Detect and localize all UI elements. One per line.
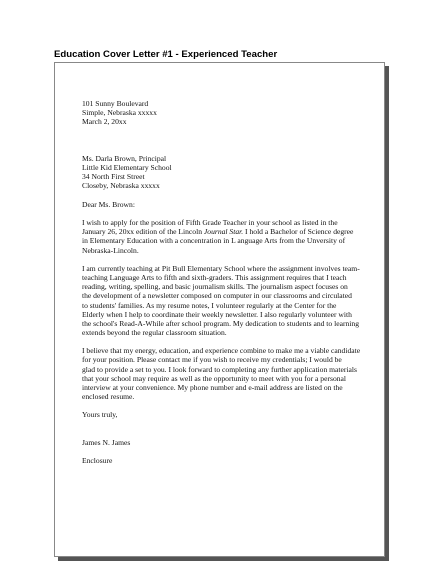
paragraph-line: Nebraska-Lincoln. bbox=[82, 245, 139, 255]
recipient-line: Ms. Darla Brown, Principal bbox=[82, 153, 167, 163]
document-title: Education Cover Letter #1 - Experienced Teacher bbox=[54, 49, 278, 60]
sender-line: March 2, 20xx bbox=[82, 117, 127, 127]
paragraph-line: enclosed resume. bbox=[82, 391, 135, 401]
paragraph-line: in Elementary Education with a concentration in L anguage Arts from the Unversity of bbox=[82, 236, 346, 246]
recipient-line: Little Kid Elementary School bbox=[82, 162, 172, 172]
paragraph-line: reading, writing, spelling, and basic journalism skills. The journalism aspect focuses on bbox=[82, 282, 348, 292]
text-run: January 26, 20xx edition of the Lincoln bbox=[82, 227, 204, 237]
paragraph-3 bbox=[82, 346, 382, 401]
paragraph-line: teaching Language Arts to fifth and sixth-graders. This assignment requires that I teach bbox=[82, 273, 347, 283]
paragraph-line: for your position. Please contact me if you wish to receive my credentials; I would be bbox=[82, 355, 342, 365]
paragraph-line: that your school may require as well as the opportunity to meet with you for a personal bbox=[82, 373, 347, 383]
letter-page bbox=[54, 62, 385, 557]
text-run: I hold a Bachelor of Science degree bbox=[243, 227, 354, 237]
paragraph-line bbox=[82, 227, 382, 236]
enclosure-note: Enclosure bbox=[82, 456, 113, 466]
sender-line: Simple, Nebraska xxxxx bbox=[82, 108, 157, 118]
paragraph-1 bbox=[82, 218, 382, 254]
paragraph-line: the school's Read-A-While after school program. My dedication to students and to learning bbox=[82, 318, 359, 328]
paragraph-line: I am currently teaching at Pit Bull Elementary School where the assignment involves team- bbox=[82, 264, 360, 274]
salutation: Dear Ms. Brown: bbox=[82, 199, 135, 209]
recipient-line: Closeby, Nebraska xxxxx bbox=[82, 181, 160, 191]
signature-name: James N. James bbox=[82, 437, 131, 447]
paragraph-line: to students' families. As my resume notes, I volunteer regularly at the Center for the bbox=[82, 300, 337, 310]
paragraph-line: I believe that my energy, education, and experience combine to make me a viable candidate bbox=[82, 346, 361, 356]
recipient-address bbox=[82, 154, 382, 190]
paragraph-line: I wish to apply for the position of Fifth Grade Teacher in your school as listed in the bbox=[82, 218, 338, 228]
paragraph-line: interview at your convenience. My phone number and e-mail address are listed on the bbox=[82, 382, 343, 392]
closing: Yours truly, bbox=[82, 410, 118, 420]
letter-body bbox=[82, 99, 382, 465]
paragraph-line: the development of a newsletter composed on computer in our classrooms and circulated bbox=[82, 291, 352, 301]
paragraph-2 bbox=[82, 264, 382, 337]
paragraph-line: Elderly when I help to coordinate their weekly newsletter. I also regularly volunteer with bbox=[82, 309, 352, 319]
sender-address bbox=[82, 99, 382, 126]
paragraph-line: extends beyond the regular classroom situation. bbox=[82, 327, 227, 337]
recipient-line: 34 North First Street bbox=[82, 171, 145, 181]
paragraph-line: glad to provide a set to you. I look forward to completing any further application materials bbox=[82, 364, 357, 374]
sender-line: 101 Sunny Boulevard bbox=[82, 99, 149, 108]
newspaper-name: Journal Star. bbox=[203, 227, 244, 237]
